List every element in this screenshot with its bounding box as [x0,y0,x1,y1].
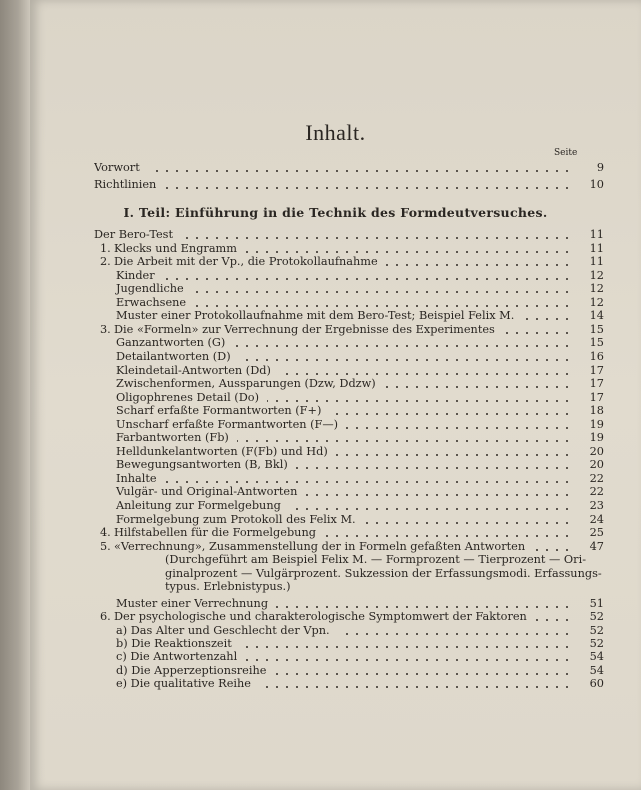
toc-entry-label: Kleindetail-Antworten (Dd) [116,363,271,377]
toc-entry [94,296,604,310]
toc-entry [94,178,604,192]
toc-entry-label: Muster einer Protokollaufnahme mit dem Bero-Test; Beispiel Felix M. [116,309,515,323]
leader-dots [181,237,572,239]
toc-entry [94,677,604,691]
toc-entry-label: Ganzantworten (G) [116,336,226,350]
leader-dots [535,619,572,621]
toc-entry-number: 3. [100,322,111,336]
toc-entry-page: 51 [589,597,604,610]
leader-dots [163,278,572,280]
toc-entry-page: 12 [589,295,604,309]
toc-entry-number: 6. [100,610,111,624]
toc-entry-number: 4. [100,526,111,540]
toc-entry-page: 52 [589,623,604,637]
toc-entry-label: Hilfstabellen für die Formelgebung [114,526,316,540]
leader-dots [305,494,572,496]
toc-entry-label: Farbantworten (Fb) [116,431,229,445]
leader-dots [274,673,572,675]
leader-dots [364,522,572,524]
toc-entry-label: Jugendliche [116,282,184,296]
toc-entry-page: 54 [589,663,604,677]
toc-entry [94,664,604,678]
toc-entry-label: Vulgär- und Original-Antworten [116,485,298,499]
toc-entry [94,526,604,540]
leader-dots [192,291,572,293]
toc-entry-page: 14 [589,309,604,323]
toc-entry [94,624,604,638]
toc-entry-page: 17 [589,377,604,391]
toc-entry [94,513,604,527]
toc-entry-number: 1. [100,241,111,255]
toc-entry-label: Klecks und Engramm [114,241,237,255]
leader-dots [245,251,572,253]
toc-entry-continuation: (Durchgeführt am Beispiel Felix M. — Formprozent — Tierprozent — Ori- [165,553,587,567]
toc-entry [94,431,604,445]
toc-entry-page: 25 [589,526,604,540]
leader-dots [289,508,572,510]
toc-entry-label: Vorwort [94,161,140,174]
leader-dots [386,264,572,266]
toc-entry [94,161,604,175]
toc-entry-page: 10 [589,178,604,191]
book-page [30,0,641,790]
toc-entry-label: d) Die Apperzeptionsreihe [116,663,267,677]
toc-entry-page: 11 [589,228,604,241]
toc-entry-continuation: typus. Erlebnistypus.) [165,580,291,594]
toc-entry-label: Die «Formeln» zur Verrechnung der Ergebnisse des Experimentes [114,322,495,336]
toc-entry [94,255,604,269]
leader-dots [239,359,572,361]
toc-entry [94,485,604,499]
toc-entry-page: 20 [589,458,604,472]
toc-entry-label: Unscharf erfaßte Formantworten (F—) [116,417,339,431]
toc-entry-page: 12 [589,268,604,282]
toc-entry-label: a) Das Alter und Geschlecht der Vpn. [116,623,330,637]
toc-entry-label: Formelgebung zum Protokoll des Felix M. [116,512,356,526]
toc-entry-page: 52 [589,636,604,650]
leader-dots [522,318,572,320]
leader-dots [276,606,572,608]
toc-entry-page: 15 [589,336,604,350]
toc-entry [94,499,604,513]
leader-dots [267,400,572,402]
toc-entry-page: 54 [589,650,604,664]
toc-entry [94,472,604,486]
toc-entry [94,637,604,651]
page-title: Inhalt. [305,120,366,145]
leader-dots [346,427,572,429]
toc-entry-label: e) Die qualitative Reihe [116,676,251,690]
toc-entry-page: 60 [589,676,604,690]
toc-entry [94,597,604,611]
toc-entry-label: Erwachsene [116,295,187,309]
leader-dots [338,633,572,635]
toc-entry-page: 12 [589,282,604,296]
toc-entry-label: Oligophrenes Detail (Do) [116,390,259,404]
leader-dots [279,373,572,375]
leader-dots [336,454,572,456]
toc-entry [94,404,604,418]
toc-entry [94,445,604,459]
toc-entry-page: 52 [589,610,604,624]
leader-dots [329,413,572,415]
leader-dots [237,440,572,442]
toc-entry-page: 19 [589,417,604,431]
toc-entry [94,242,604,256]
leader-dots [296,467,572,469]
leader-dots [384,386,572,388]
leader-dots [164,187,572,189]
leader-dots [533,549,572,551]
toc-entry [94,377,604,391]
leader-dots [259,686,572,688]
toc-entry-page: 22 [589,471,604,485]
toc-entry [94,228,604,242]
toc-entry-label: «Verrechnung», Zusammenstellung der in Formeln gefaßten Antworten [114,539,526,553]
leader-dots [165,481,572,483]
toc-entry [94,269,604,283]
toc-entry [94,350,604,364]
leader-dots [324,535,572,537]
toc-entry [94,309,604,323]
toc-entry-page: 47 [589,539,604,553]
toc-entry-continuation: ginalprozent — Vulgärprozent. Sukzession der Erfassungsmodi. Erfassungs- [165,566,602,580]
toc-entry-page: 20 [589,444,604,458]
toc-entry-label: Scharf erfaßte Formantworten (F+) [116,404,322,418]
toc-entry-number: 2. [100,255,111,269]
toc-entry-page: 9 [596,161,604,174]
toc-entry-page: 15 [589,322,604,336]
toc-entry-label: Muster einer Verrechnung [116,597,269,610]
toc-entry-page: 22 [589,485,604,499]
toc-entry-label: Inhalte [116,471,157,485]
toc-entry [94,391,604,405]
toc-entry [94,458,604,472]
leader-dots [245,659,572,661]
page-column-label: Seite [554,148,578,158]
leader-dots [503,332,572,334]
toc-entry [94,418,604,432]
toc-entry-label: b) Die Reaktionszeit [116,636,232,650]
toc-entry-label: Kinder [116,268,155,282]
toc-entry [94,282,604,296]
leader-dots [240,646,572,648]
toc-entry-label: Die Arbeit mit der Vp., die Protokollaufnahme [114,255,378,269]
toc-entry-label: Richtlinien [94,178,157,191]
toc-entry-page: 17 [589,363,604,377]
toc-entry-label: Der Bero-Test [94,228,174,241]
part-heading: I. Teil: Einführung in die Technik des Formdeutversuches. [123,205,548,220]
toc-entry [94,610,604,624]
toc-entry-page: 11 [589,255,604,269]
toc-entry [94,336,604,350]
book-spine-edge [0,0,30,790]
toc-entry-page: 23 [589,499,604,512]
toc-entry-label: Bewegungsantworten (B, Bkl) [116,458,288,472]
toc-entry-page: 16 [589,349,604,363]
toc-entry [94,364,604,378]
leader-dots [194,305,572,307]
toc-entry-label: Detailantworten (D) [116,349,231,363]
toc-entry-label: Anleitung zur Formelgebung [116,499,281,512]
leader-dots [148,170,572,172]
toc-entry-number: 5. [100,539,111,553]
toc-entry [94,650,604,664]
toc-entry-page: 18 [589,404,604,418]
toc-entry-label: c) Die Antwortenzahl [116,650,238,664]
toc-entry-page: 24 [589,512,604,526]
toc-entry-label: Der psychologische und charakterologische Symptomwert der Faktoren [114,610,527,624]
leader-dots [233,345,572,347]
toc-entry-page: 17 [589,390,604,404]
toc-entry-label: Zwischenformen, Aussparungen (Dzw, Ddzw) [116,377,376,391]
toc-entry-page: 11 [589,241,604,255]
toc-entry-page: 19 [589,431,604,445]
toc-entry [94,323,604,337]
toc-entry-label: Helldunkelantworten (F(Fb) und Hd) [116,444,328,458]
